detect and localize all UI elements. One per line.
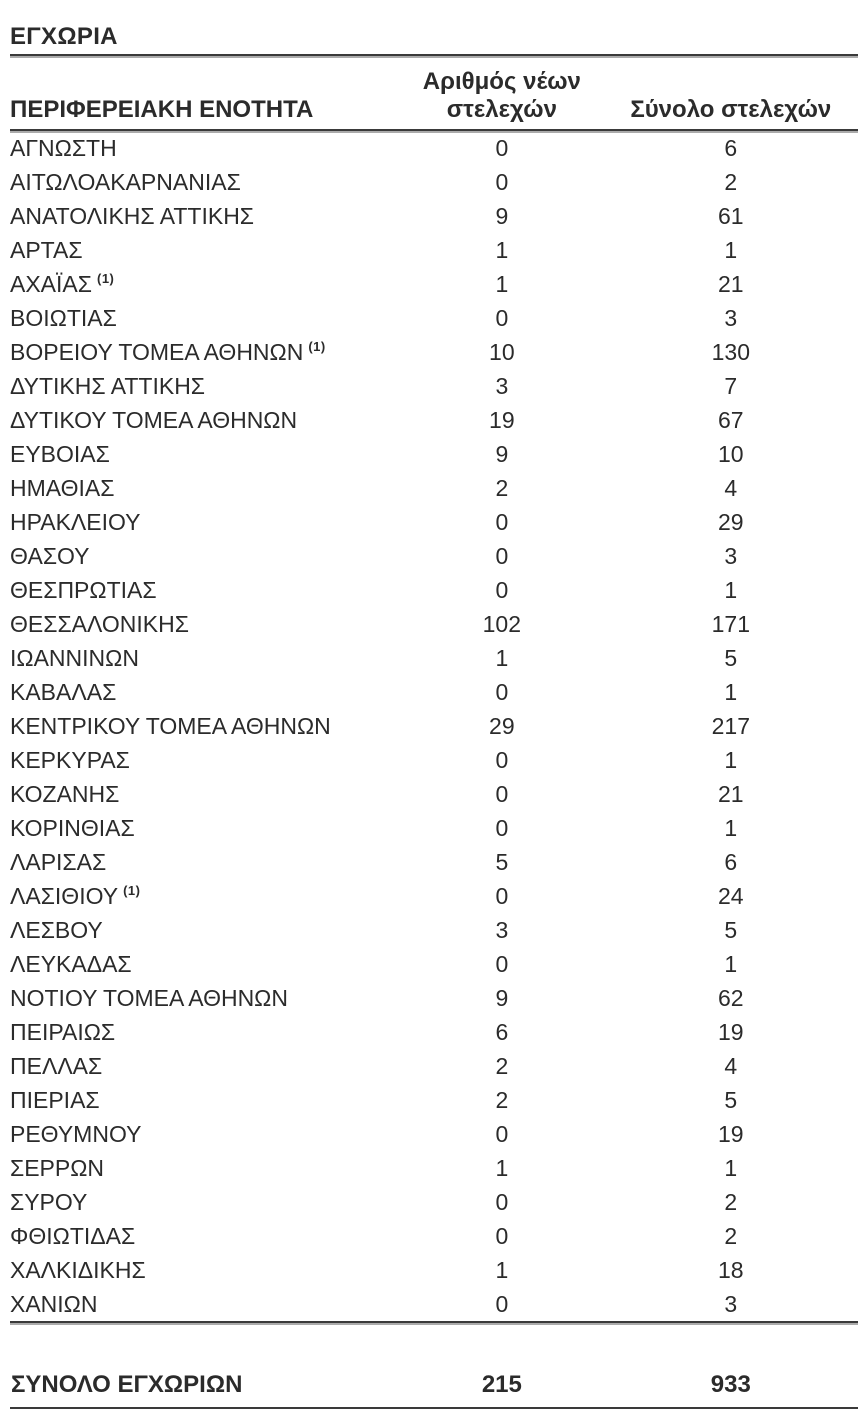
new-strains-cell: 1	[495, 1256, 509, 1283]
new-strains-cell: 0	[495, 746, 509, 773]
total-strains-cell: 5	[724, 644, 738, 671]
new-strains-cell: 5	[495, 848, 509, 875]
table-body	[10, 131, 858, 1323]
new-strains-cell: 0	[495, 304, 509, 331]
table-row	[10, 403, 858, 437]
region-cell	[10, 1015, 400, 1049]
region-name: ΛΑΡΙΣΑΣ	[10, 848, 107, 875]
total-strains-cell: 6	[724, 134, 738, 161]
table-row	[10, 879, 858, 913]
new-strains-cell: 2	[495, 1086, 509, 1113]
total-strains-cell: 2	[724, 1222, 738, 1249]
new-strains-cell: 0	[495, 814, 509, 841]
total-strains-cell: 217	[711, 712, 750, 739]
total-strains-cell: 3	[724, 304, 738, 331]
totals-new-strains: 215	[400, 1363, 604, 1409]
table-row	[10, 165, 858, 199]
region-name: ΠΙΕΡΙΑΣ	[10, 1086, 100, 1113]
region-cell	[10, 777, 400, 811]
region-cell	[10, 199, 400, 233]
new-strains-cell: 10	[489, 338, 515, 365]
total-strains-cell: 6	[724, 848, 738, 875]
footnote-marker: (1)	[123, 882, 141, 898]
region-cell	[10, 845, 400, 879]
region-cell	[10, 1049, 400, 1083]
column-header-total-strains: Σύνολο στελεχών	[604, 56, 858, 131]
total-strains-cell: 1	[724, 950, 738, 977]
new-strains-cell: 19	[489, 406, 515, 433]
total-strains-cell: 2	[724, 1188, 738, 1215]
region-name: ΑΡΤΑΣ	[10, 236, 83, 263]
region-cell	[10, 1083, 400, 1117]
new-strains-cell: 9	[495, 202, 509, 229]
new-strains-cell: 1	[495, 236, 509, 263]
total-strains-cell: 3	[724, 542, 738, 569]
total-strains-cell: 4	[724, 474, 738, 501]
new-strains-cell: 1	[495, 1154, 509, 1181]
table-row	[10, 641, 858, 675]
table-row	[10, 1083, 858, 1117]
region-cell	[10, 981, 400, 1015]
region-name: ΙΩΑΝΝΙΝΩΝ	[10, 644, 139, 671]
new-strains-cell: 0	[495, 1188, 509, 1215]
new-strains-cell: 0	[495, 508, 509, 535]
table-footer	[10, 1323, 858, 1409]
spacer-row	[10, 1323, 858, 1363]
total-strains-cell: 1	[724, 746, 738, 773]
region-cell	[10, 131, 400, 165]
total-strains-cell: 3	[604, 1287, 858, 1323]
section-title: ΕΓΧΩΡΙΑ	[10, 24, 858, 56]
region-cell	[10, 675, 400, 709]
region-cell	[10, 1219, 400, 1253]
table-row	[10, 981, 858, 1015]
total-strains-cell: 2	[724, 168, 738, 195]
region-name: ΑΓΝΩΣΤΗ	[10, 134, 117, 161]
total-strains-cell: 61	[718, 202, 744, 229]
region-name: ΧΑΝΙΩΝ	[10, 1290, 98, 1317]
table-row	[10, 1015, 858, 1049]
region-cell	[10, 165, 400, 199]
new-strains-cell: 0	[495, 882, 509, 909]
region-name: ΘΑΣΟΥ	[10, 542, 90, 569]
new-strains-cell: 6	[495, 1018, 509, 1045]
region-cell	[10, 539, 400, 573]
total-strains-cell: 19	[718, 1120, 744, 1147]
table-row	[10, 131, 858, 165]
new-strains-cell: 0	[495, 678, 509, 705]
total-strains-cell: 21	[718, 270, 744, 297]
table-row	[10, 233, 858, 267]
new-strains-cell: 3	[495, 916, 509, 943]
table-row	[10, 811, 858, 845]
region-name: ΕΥΒΟΙΑΣ	[10, 440, 110, 467]
total-strains-cell: 24	[718, 882, 744, 909]
region-cell	[10, 641, 400, 675]
region-cell	[10, 437, 400, 471]
header-row	[10, 56, 858, 131]
total-strains-cell: 4	[724, 1052, 738, 1079]
table-row	[10, 539, 858, 573]
region-name: ΠΕΙΡΑΙΩΣ	[10, 1018, 116, 1045]
region-name: ΚΟΡΙΝΘΙΑΣ	[10, 814, 135, 841]
table-row	[10, 1287, 858, 1323]
table-row	[10, 845, 858, 879]
total-strains-cell: 19	[718, 1018, 744, 1045]
region-name: ΒΟΡΕΙΟΥ ΤΟΜΕΑ ΑΘΗΝΩΝ	[10, 338, 304, 365]
footnote-marker: (1)	[96, 270, 115, 286]
total-strains-cell: 130	[711, 338, 750, 365]
total-strains-cell: 1	[724, 1154, 738, 1181]
table-row	[10, 437, 858, 471]
region-name: ΒΟΙΩΤΙΑΣ	[10, 304, 117, 331]
region-cell	[10, 743, 400, 777]
region-name: ΚΕΡΚΥΡΑΣ	[10, 746, 130, 773]
total-strains-cell: 1	[724, 576, 738, 603]
footnote-marker: (1)	[308, 338, 326, 354]
total-strains-cell: 5	[724, 1086, 738, 1113]
total-strains-cell: 1	[724, 814, 738, 841]
table-row	[10, 913, 858, 947]
region-cell	[10, 471, 400, 505]
region-name: ΘΕΣΣΑΛΟΝΙΚΗΣ	[10, 610, 189, 637]
table-row	[10, 267, 858, 301]
region-cell	[10, 879, 400, 913]
table-row	[10, 947, 858, 981]
region-cell	[10, 607, 400, 641]
regional-units-table	[10, 56, 858, 1409]
total-strains-cell: 1	[724, 678, 738, 705]
new-strains-cell: 0	[495, 780, 509, 807]
region-cell	[10, 369, 400, 403]
table-row	[10, 369, 858, 403]
new-strains-cell: 3	[495, 372, 509, 399]
total-strains-cell: 18	[718, 1256, 744, 1283]
region-name: ΝΟΤΙΟΥ ΤΟΜΕΑ ΑΘΗΝΩΝ	[10, 984, 288, 1011]
table-row	[10, 777, 858, 811]
table-row	[10, 1151, 858, 1185]
new-strains-cell: 0	[495, 542, 509, 569]
table-row	[10, 505, 858, 539]
total-strains-cell: 29	[718, 508, 744, 535]
region-cell	[10, 1253, 400, 1287]
table-row	[10, 471, 858, 505]
total-strains-cell: 1	[724, 236, 738, 263]
new-strains-cell: 0	[495, 576, 509, 603]
table-row	[10, 199, 858, 233]
table-row	[10, 1117, 858, 1151]
total-strains-cell: 7	[724, 372, 738, 399]
region-name: ΔΥΤΙΚΟΥ ΤΟΜΕΑ ΑΘΗΝΩΝ	[10, 406, 298, 433]
table-row	[10, 675, 858, 709]
new-strains-cell: 0	[495, 134, 509, 161]
region-cell	[10, 1287, 400, 1323]
new-strains-cell: 0	[495, 950, 509, 977]
region-cell	[10, 1117, 400, 1151]
region-cell	[10, 1185, 400, 1219]
region-cell	[10, 709, 400, 743]
table-row	[10, 1219, 858, 1253]
new-strains-cell: 2	[495, 474, 509, 501]
region-cell	[10, 913, 400, 947]
table-row	[10, 301, 858, 335]
table-row	[10, 1049, 858, 1083]
region-cell	[10, 403, 400, 437]
region-name: ΗΜΑΘΙΑΣ	[10, 474, 115, 501]
region-cell	[10, 1151, 400, 1185]
new-strains-cell: 1	[495, 644, 509, 671]
region-name: ΔΥΤΙΚΗΣ ΑΤΤΙΚΗΣ	[10, 372, 206, 399]
region-name: ΣΥΡΟΥ	[10, 1188, 88, 1215]
region-name: ΑΙΤΩΛΟΑΚΑΡΝΑΝΙΑΣ	[10, 168, 241, 195]
region-name: ΛΑΣΙΘΙΟΥ	[10, 882, 119, 909]
table-header	[10, 56, 858, 131]
column-header-new-strains: Αριθμός νέων στελεχών	[400, 56, 604, 131]
new-strains-cell: 0	[495, 1120, 509, 1147]
new-strains-cell: 0	[495, 168, 509, 195]
region-name: ΣΕΡΡΩΝ	[10, 1154, 105, 1181]
region-cell	[10, 573, 400, 607]
new-strains-cell: 0	[400, 1287, 604, 1323]
table-row	[10, 573, 858, 607]
region-name: ΛΕΣΒΟΥ	[10, 916, 103, 943]
totals-total-strains: 933	[604, 1363, 858, 1409]
table-row	[10, 1253, 858, 1287]
region-name: ΛΕΥΚΑΔΑΣ	[10, 950, 132, 977]
region-name: ΦΘΙΩΤΙΔΑΣ	[10, 1222, 136, 1249]
region-name: ΑΝΑΤΟΛΙΚΗΣ ΑΤΤΙΚΗΣ	[10, 202, 255, 229]
new-strains-cell: 102	[482, 610, 522, 637]
total-strains-cell: 67	[718, 406, 744, 433]
region-name: ΚΑΒΑΛΑΣ	[10, 678, 117, 705]
table-row	[10, 335, 858, 369]
region-cell	[10, 267, 400, 301]
new-strains-cell: 29	[489, 712, 515, 739]
new-strains-cell: 9	[495, 440, 509, 467]
region-cell	[10, 811, 400, 845]
region-name: ΠΕΛΛΑΣ	[10, 1052, 103, 1079]
column-header-region: ΠΕΡΙΦΕΡΕΙΑΚΗ ΕΝΟΤΗΤΑ	[10, 56, 400, 131]
region-cell	[10, 505, 400, 539]
region-cell	[10, 233, 400, 267]
totals-label: ΣΥΝΟΛΟ ΕΓΧΩΡΙΩΝ	[10, 1363, 400, 1409]
total-strains-cell: 10	[718, 440, 744, 467]
region-cell	[10, 947, 400, 981]
region-name: ΚΕΝΤΡΙΚΟΥ ΤΟΜΕΑ ΑΘΗΝΩΝ	[10, 712, 331, 739]
new-strains-cell: 1	[495, 270, 509, 297]
region-name: ΚΟΖΑΝΗΣ	[10, 780, 120, 807]
total-strains-cell: 5	[724, 916, 738, 943]
region-cell	[10, 335, 400, 369]
region-name: ΑΧΑΪΑΣ	[10, 270, 92, 297]
region-name: ΡΕΘΥΜΝΟΥ	[10, 1120, 142, 1147]
region-name: ΘΕΣΠΡΩΤΙΑΣ	[10, 576, 157, 603]
table-row	[10, 743, 858, 777]
table-row	[10, 607, 858, 641]
total-strains-cell: 62	[718, 984, 744, 1011]
region-name: ΧΑΛΚΙΔΙΚΗΣ	[10, 1256, 146, 1283]
new-strains-cell: 0	[495, 1222, 509, 1249]
table-row	[10, 1185, 858, 1219]
region-cell	[10, 301, 400, 335]
totals-row	[10, 1363, 858, 1409]
table-row	[10, 709, 858, 743]
region-name: ΗΡΑΚΛΕΙΟΥ	[10, 508, 141, 535]
new-strains-cell: 2	[495, 1052, 509, 1079]
total-strains-cell: 171	[711, 610, 750, 637]
total-strains-cell: 21	[718, 780, 744, 807]
new-strains-cell: 9	[495, 984, 509, 1011]
